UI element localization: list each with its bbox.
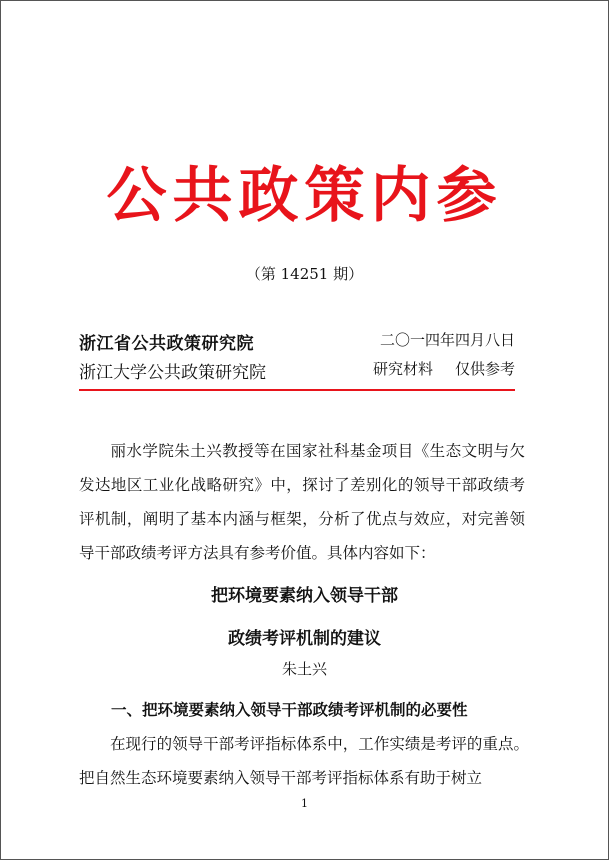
intro-paragraph bbox=[79, 434, 525, 570]
material-labels bbox=[373, 358, 515, 379]
org-primary: 浙江省公共政策研究院 bbox=[79, 334, 254, 354]
section-heading: 一、把环境要素纳入领导干部政绩考评机制的必要性 bbox=[111, 701, 468, 719]
header-divider bbox=[79, 389, 515, 391]
section-paragraph bbox=[79, 727, 529, 795]
org-secondary: 浙江大学公共政策研究院 bbox=[79, 363, 266, 383]
article-title-line2: 政绩考评机制的建议 bbox=[228, 629, 381, 649]
masthead-title: 公共政策内参 bbox=[106, 161, 503, 231]
issue-number: （第 14251 期） bbox=[245, 265, 364, 283]
page-number: 1 bbox=[301, 797, 308, 810]
article-author: 朱土兴 bbox=[281, 660, 327, 678]
reference-label: 仅供参考 bbox=[454, 360, 515, 378]
intro-text: 丽水学院朱土兴教授等在国家社科基金项目《生态文明与欠发达地区工业化战略研究》中，探讨了差别化的领导干部政绩考评机制，阐明了基本内涵与框架，分析了优点与效应，对完善领导干部政绩考评方法具有参考价值。具体内容如下： bbox=[79, 442, 525, 562]
section-text: 在现行的领导干部考评指标体系中，工作实绩是考评的重点。把自然生态环境要素纳入领导干部考评指标体系有助于树立 bbox=[79, 735, 529, 787]
material-label: 研究材料 bbox=[372, 360, 433, 378]
publish-date: 二〇一四年四月八日 bbox=[379, 331, 515, 349]
article-title-line1: 把环境要素纳入领导干部 bbox=[211, 586, 398, 606]
